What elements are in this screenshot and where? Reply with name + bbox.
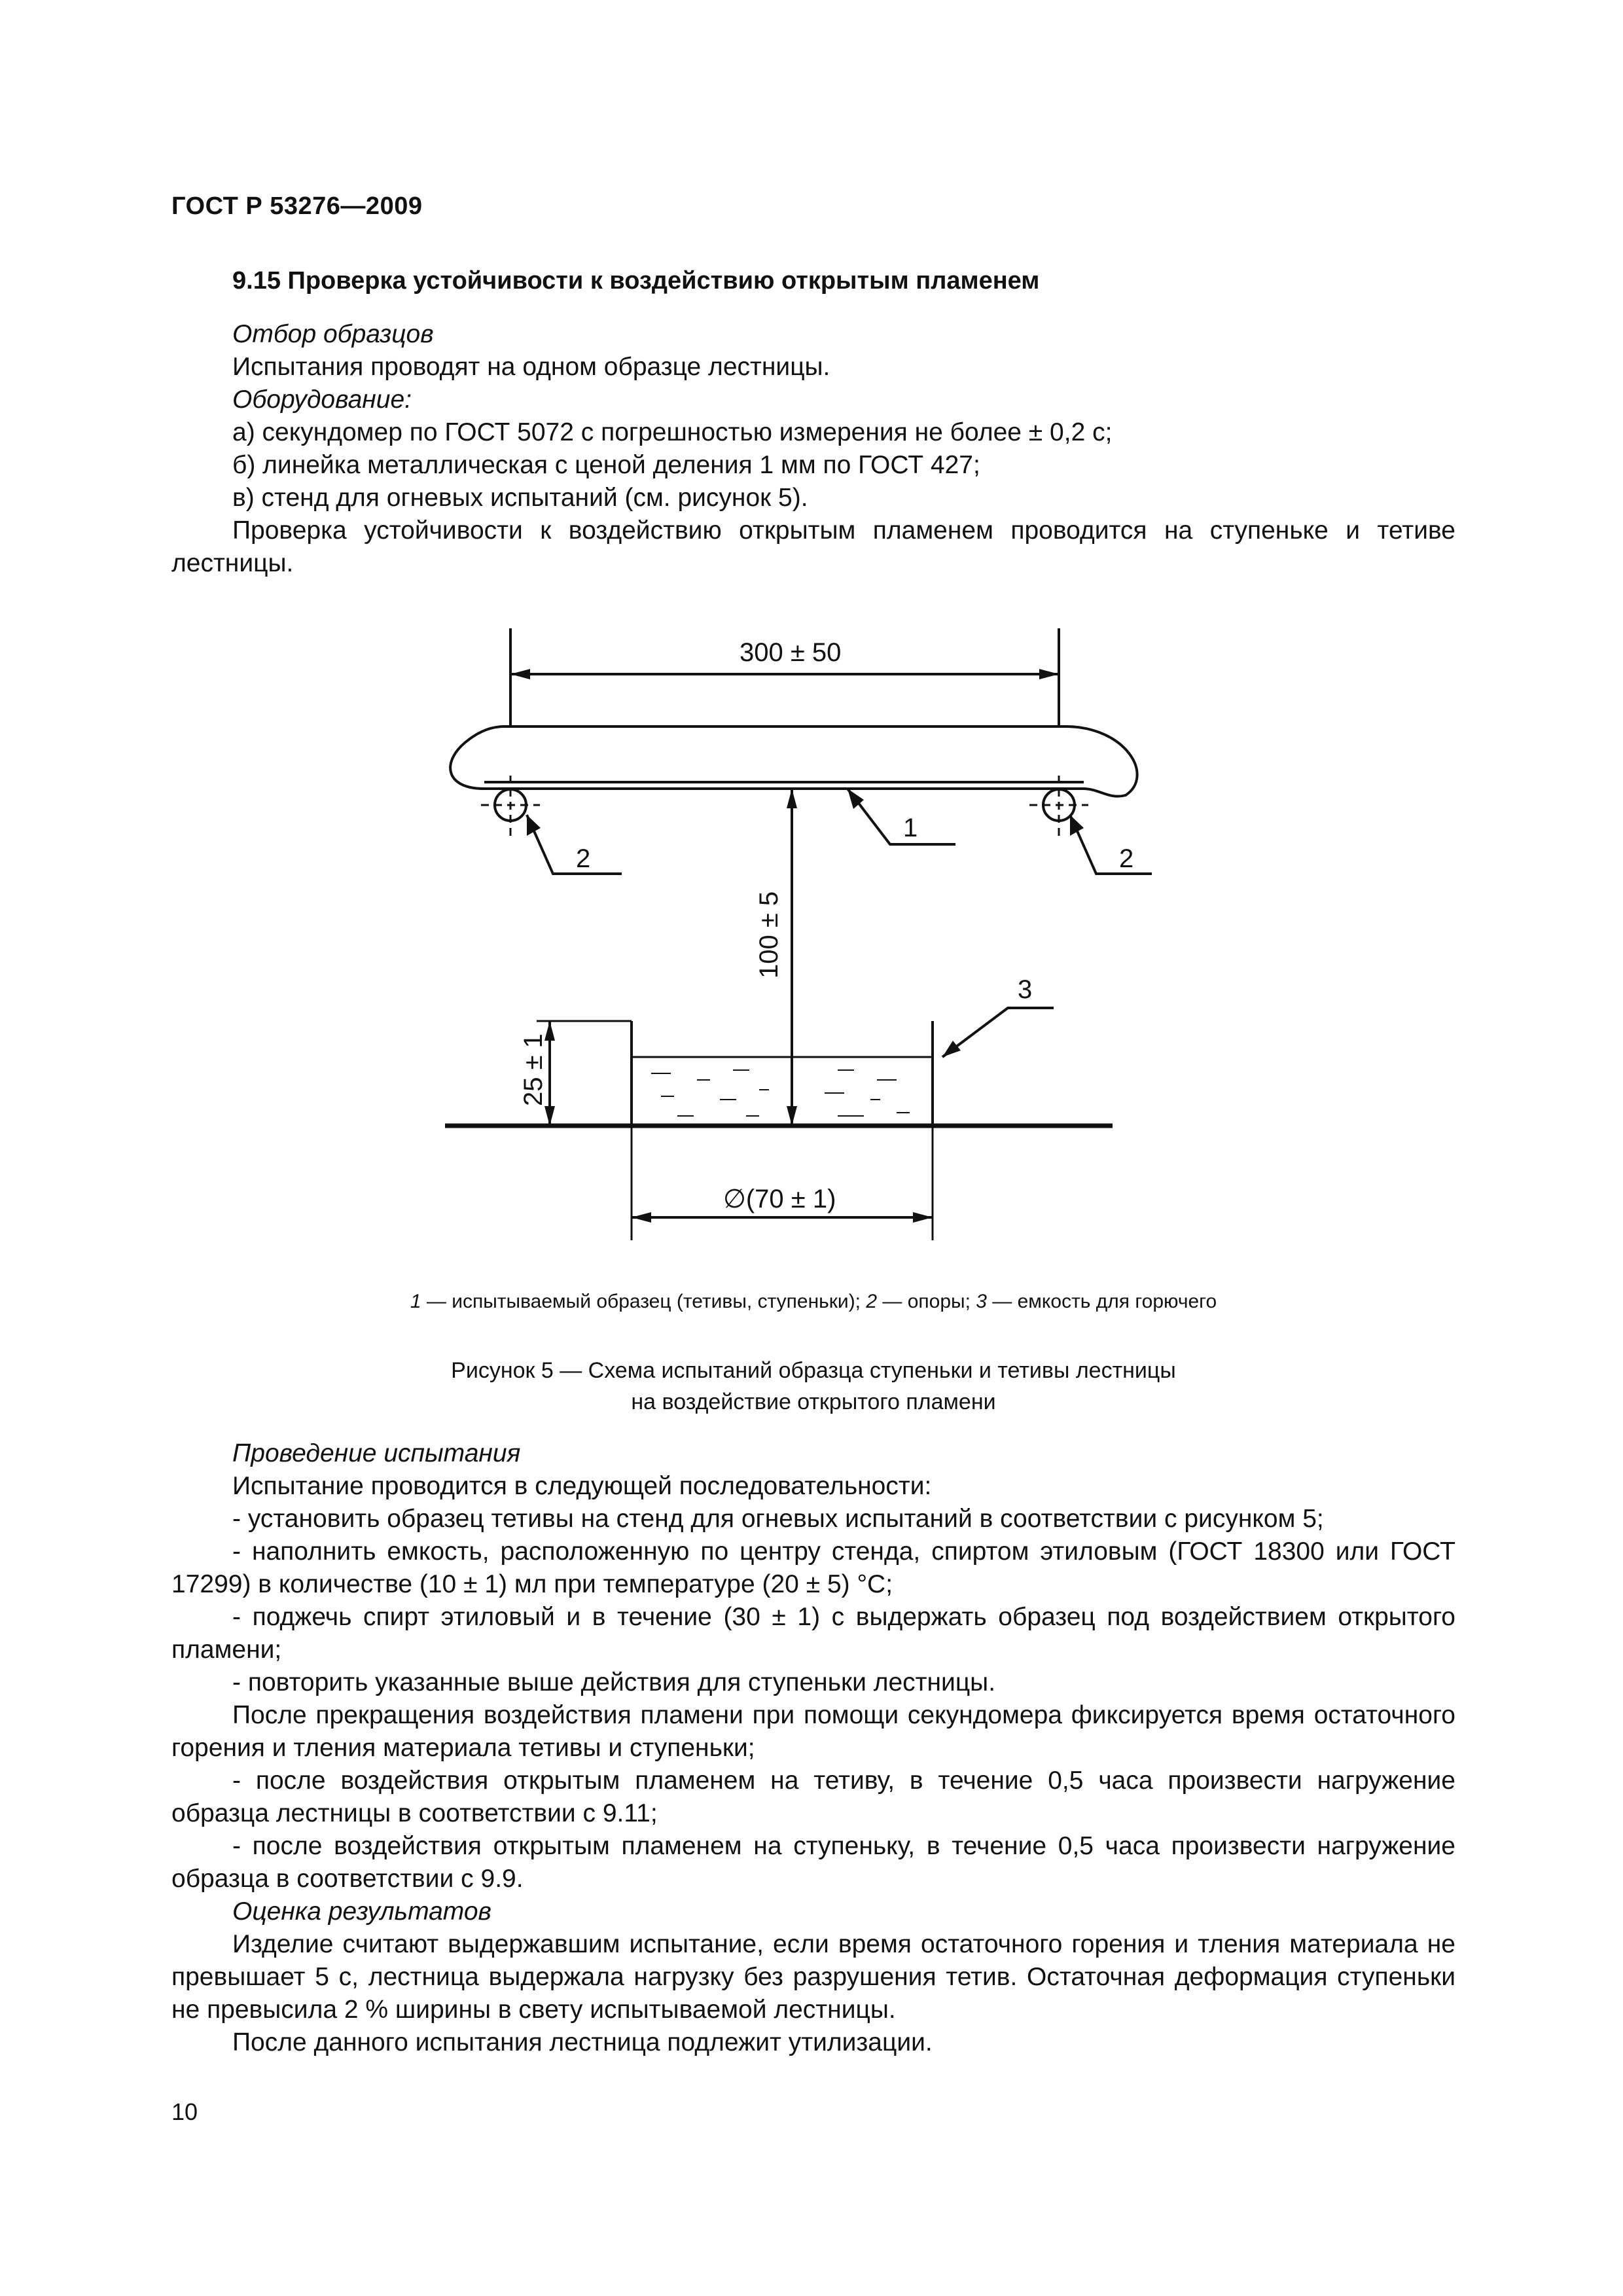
dim-depth-label: 25 ± 1 bbox=[519, 1033, 548, 1106]
procedure-block bbox=[171, 1437, 1455, 2059]
specimen-beam bbox=[450, 726, 1137, 797]
leader-support-left bbox=[527, 815, 622, 874]
equipment-heading: Оборудование: bbox=[232, 386, 412, 414]
legend-text-1: — испытываемый образец (тетивы, ступеньки); bbox=[421, 1291, 866, 1312]
legend-text-2: — опоры; bbox=[877, 1291, 976, 1312]
page-number: 10 bbox=[171, 2098, 198, 2125]
equipment-item-c: в) стенд для огневых испытаний (см. рисунок 5). bbox=[232, 484, 808, 512]
sampling-heading: Отбор образцов bbox=[232, 320, 434, 348]
callout-2-right: 2 bbox=[1119, 844, 1134, 873]
dim-height-label: 100 ± 5 bbox=[755, 891, 783, 978]
procedure-step-1: - установить образец тетивы на стенд для огневых испытаний в соответствии с рисунком 5; bbox=[232, 1505, 1324, 1533]
legend-number-3: 3 bbox=[976, 1291, 987, 1312]
dimension-arrowheads bbox=[510, 669, 1084, 1223]
intro-block bbox=[171, 318, 1455, 580]
test-stand-schematic bbox=[445, 628, 1152, 1257]
legend-number-2: 2 bbox=[866, 1291, 878, 1312]
dim-diameter-label: ∅(70 ± 1) bbox=[723, 1185, 836, 1213]
procedure-load-2: - после воздействия открытым пламенем на ступеньку, в течение 0,5 часа произвести нагружение образца в соответствии с 9.9. bbox=[171, 1832, 1455, 1893]
section-title: 9.15 Проверка устойчивости к воздействию открытым пламенем bbox=[232, 267, 1040, 295]
procedure-step-4: - повторить указанные выше действия для ступеньки лестницы. bbox=[232, 1668, 996, 1696]
equipment-item-b: б) линейка металлическая с ценой деления 1 мм по ГОСТ 427; bbox=[232, 451, 980, 479]
equipment-item-a: а) секундомер по ГОСТ 5072 с погрешностью измерения не более ± 0,2 с; bbox=[232, 418, 1113, 446]
figure-caption bbox=[171, 1355, 1455, 1418]
procedure-heading: Проведение испытания bbox=[232, 1439, 521, 1467]
caption-line-2: на воздействие открытого пламени bbox=[631, 1390, 996, 1414]
figure-5-diagram bbox=[445, 628, 1152, 1257]
legend-text-3: — емкость для горючего bbox=[986, 1291, 1217, 1312]
dim-width-label: 300 ± 50 bbox=[740, 638, 842, 667]
procedure-after: После прекращения воздействия пламени при помощи секундомера фиксируется время остаточного горения и тления материала тетивы и ступеньки; bbox=[171, 1701, 1455, 1762]
evaluation-heading: Оценка результатов bbox=[232, 1897, 491, 1926]
evaluation-text: Изделие считают выдержавшим испытание, если время остаточного горения и тления материала не превышает 5 с, лестница выдержала нагрузку без разрушения тетив. Остаточная деформация ступеньки не превысила 2 % ширины в свету испытываемой лестницы. bbox=[171, 1930, 1455, 2024]
callout-3: 3 bbox=[1018, 975, 1033, 1004]
leader-specimen bbox=[847, 789, 955, 844]
leader-support-right bbox=[1070, 815, 1152, 874]
document-code: ГОСТ Р 53276—2009 bbox=[171, 192, 423, 220]
fuel-container bbox=[632, 1021, 933, 1126]
procedure-lead: Испытание проводится в следующей последовательности: bbox=[232, 1472, 932, 1500]
procedure-load-1: - после воздействия открытым пламенем на тетиву, в течение 0,5 часа произвести нагружение образца лестницы в соответствии с 9.11; bbox=[171, 1767, 1455, 1827]
scope-paragraph: Проверка устойчивости к воздействию открытым пламенем проводится на ступеньке и тетиве лестницы. bbox=[171, 516, 1455, 577]
sampling-text: Испытания проводят на одном образце лестницы. bbox=[232, 353, 830, 381]
caption-line-1: Рисунок 5 — Схема испытаний образца ступеньки и тетивы лестницы bbox=[451, 1358, 1176, 1383]
callout-2-left: 2 bbox=[576, 844, 591, 873]
disposal-text: После данного испытания лестница подлежит утилизации. bbox=[232, 2028, 933, 2056]
fuel-liquid-hatching bbox=[651, 1070, 910, 1116]
procedure-step-2: - наполнить емкость, расположенную по центру стенда, спиртом этиловым (ГОСТ 18300 или ГОСТ 17299) в количестве (10 ± 1) мл при температуре (20 ± 5) °С; bbox=[171, 1537, 1455, 1598]
callout-1: 1 bbox=[903, 814, 918, 842]
procedure-step-3: - поджечь спирт этиловый и в течение (30 ± 1) с выдержать образец под воздействием открытого пламени; bbox=[171, 1603, 1455, 1664]
figure-legend bbox=[171, 1291, 1455, 1313]
legend-number-1: 1 bbox=[410, 1291, 421, 1312]
